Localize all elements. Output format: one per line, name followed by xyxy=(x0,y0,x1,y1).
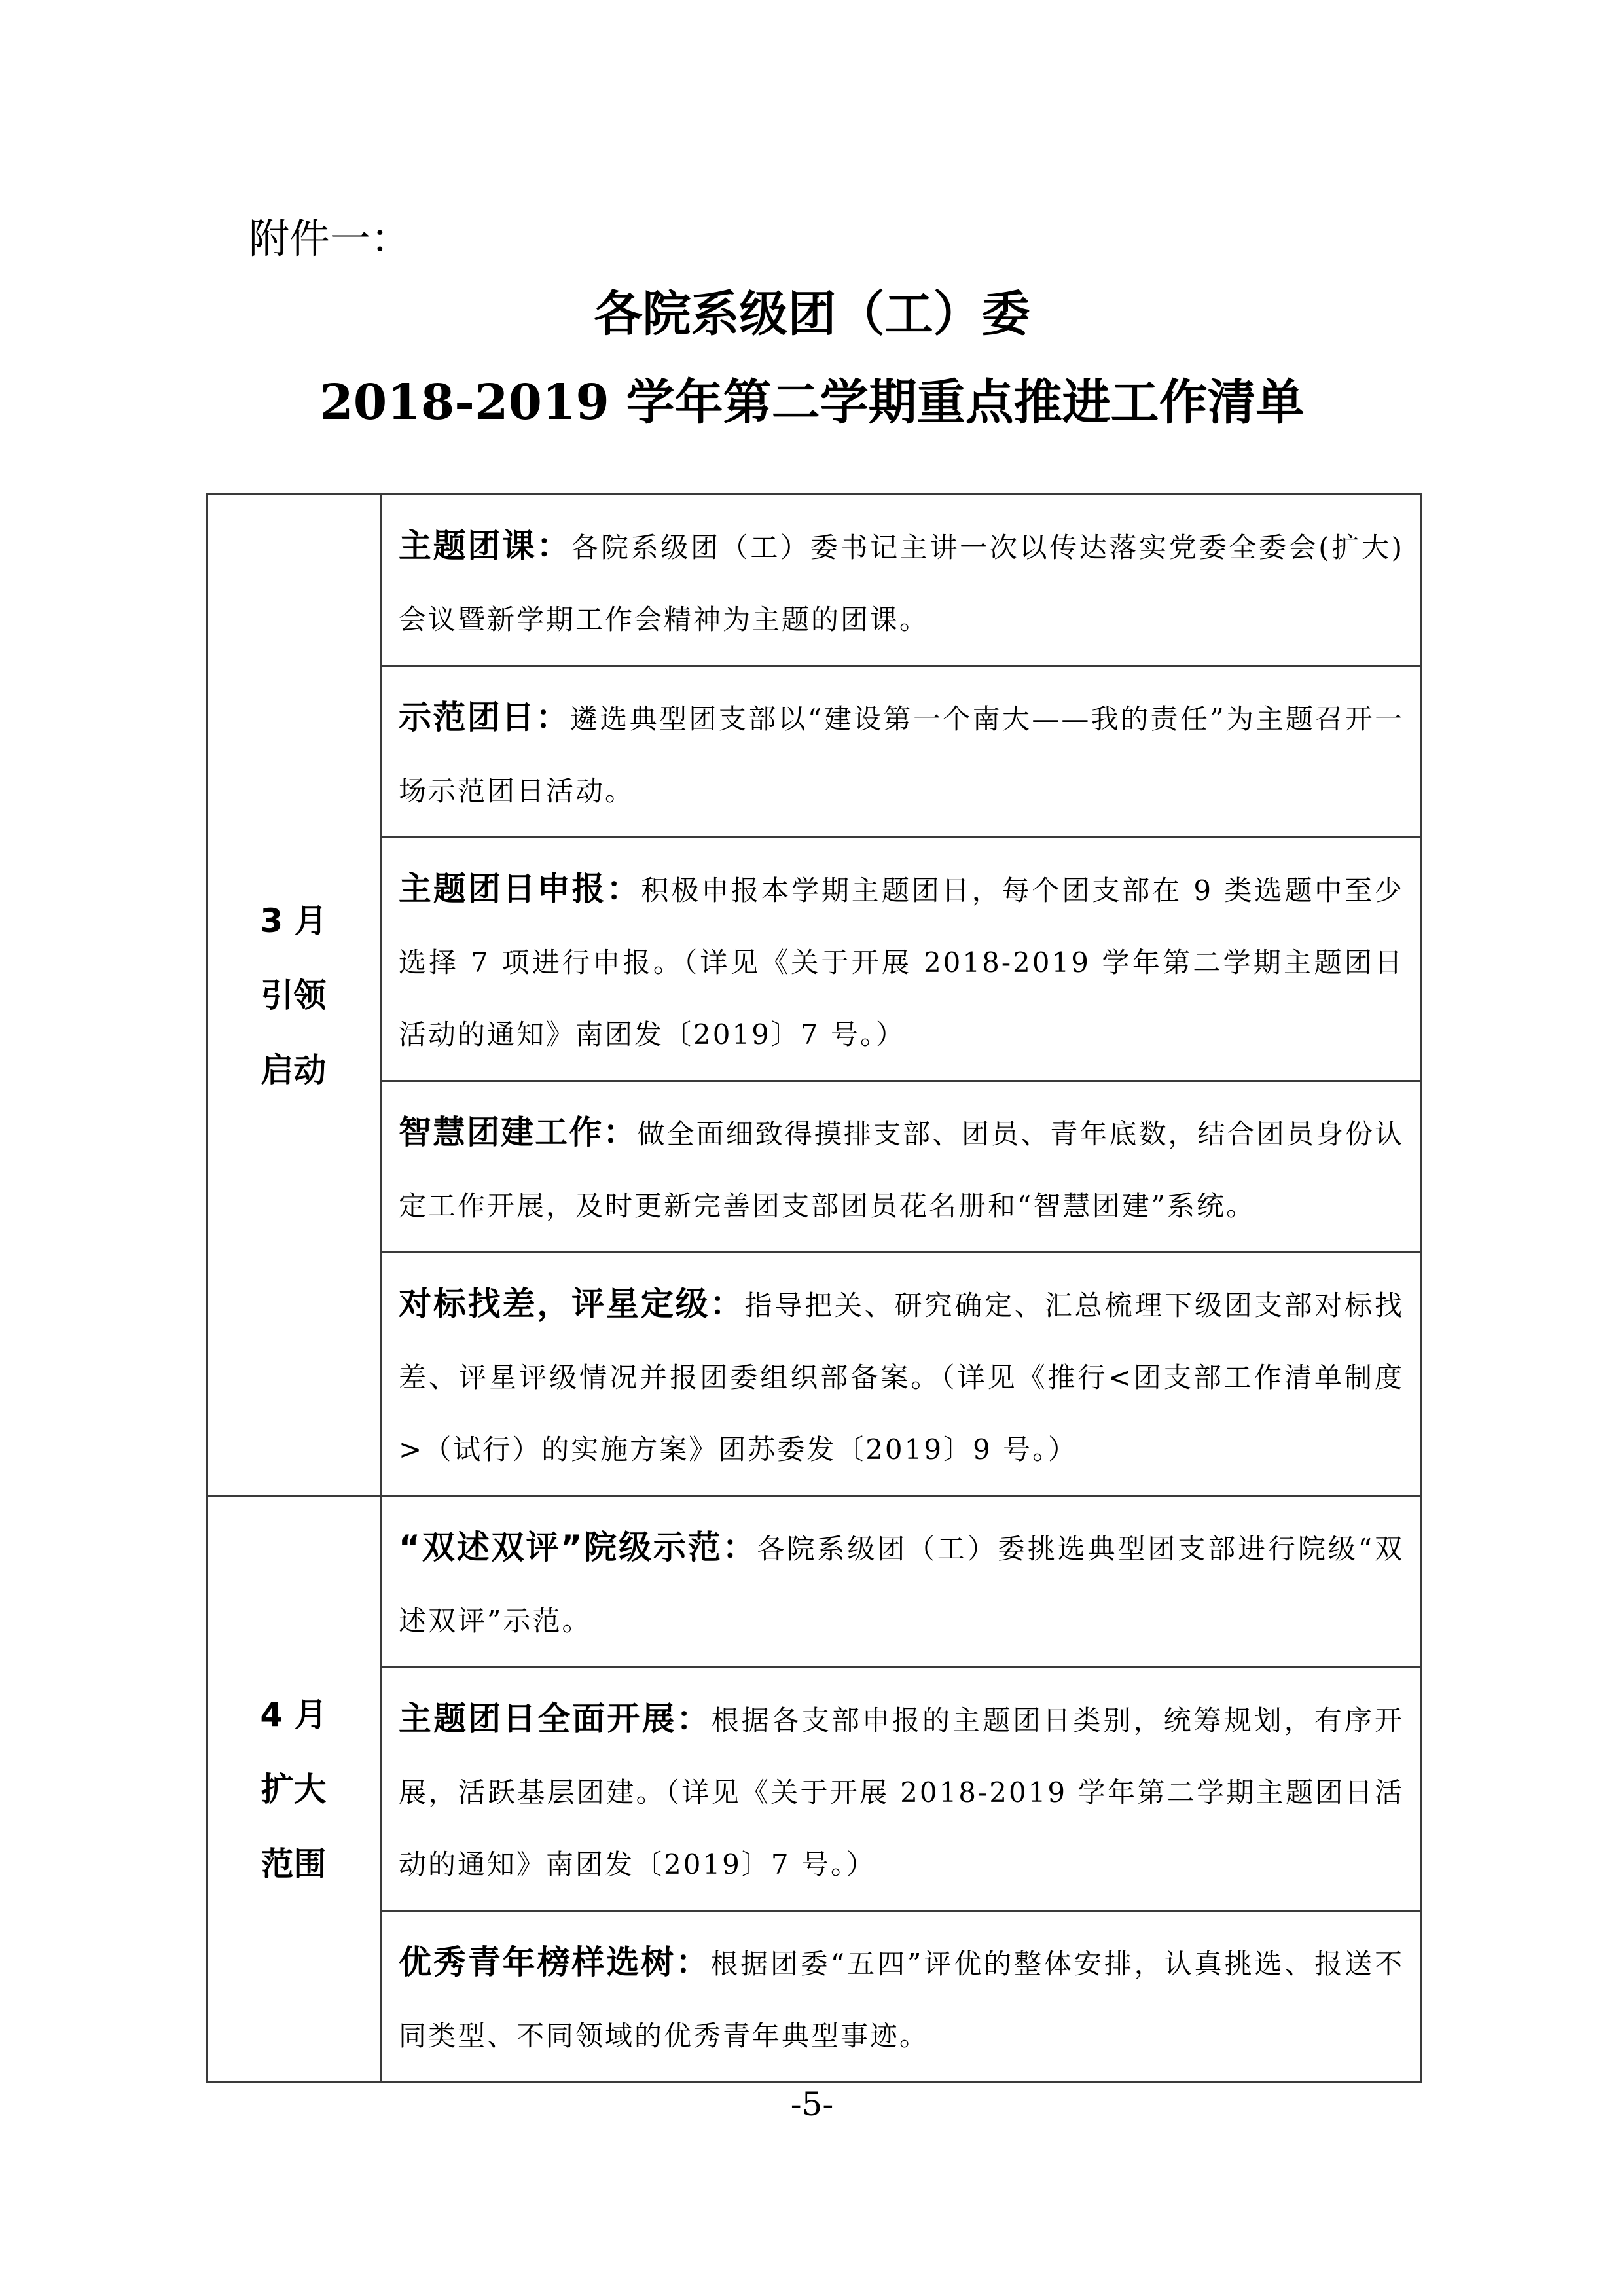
work-item-text: 遴选典型团支部以“建设第一个南大——我的责任”为主题召开一场示范团日活动。 xyxy=(399,703,1404,807)
work-item xyxy=(381,1081,1421,1253)
work-item-heading: 主题团日申报： xyxy=(399,870,641,908)
work-item-text: 各院系级团（工）委挑选典型团支部进行院级“双述双评”示范。 xyxy=(399,1533,1404,1637)
work-item xyxy=(381,1253,1421,1496)
table-row xyxy=(207,1253,1421,1496)
work-item-text: 指导把关、研究确定、汇总梳理下级团支部对标找差、评星评级情况并报团委组织部备案。（详见《推行<团支部工作清单制度>（试行）的实施方案》团苏委发〔2019〕9 号。） xyxy=(399,1289,1404,1465)
month-theme-line: 范围 xyxy=(261,1844,327,1883)
work-item-heading: 智慧团建工作： xyxy=(399,1113,638,1151)
month-cell-april xyxy=(207,1496,381,2083)
work-item-text: 积极申报本学期主题团日，每个团支部在 9 类选题中至少选择 7 项进行申报。（详见《关于开展 2018-2019 学年第二学期主题团日活动的通知》南团发〔2019〕7 号。） xyxy=(399,874,1404,1050)
document-title-line-2: 2018-2019 学年第二学期重点推进工作清单 xyxy=(319,374,1305,431)
work-item xyxy=(381,666,1421,838)
work-item-text: 根据团委“五四”评优的整体安排，认真挑选、报送不同类型、不同领域的优秀青年典型事迹。 xyxy=(399,1948,1404,2052)
work-item-text: 根据各支部申报的主题团日类别，统筹规划，有序开展，活跃基层团建。（详见《关于开展 2018-2019 学年第二学期主题团日活动的通知》南团发〔2019〕7 号。） xyxy=(399,1704,1404,1880)
work-item-heading: 主题团日全面开展： xyxy=(399,1700,712,1738)
month-label: 3 月 xyxy=(260,901,327,940)
work-item xyxy=(381,838,1421,1081)
work-item-text: 各院系级团（工）委书记主讲一次以传达落实党委全委会(扩大)会议暨新学期工作会精神为主题的团课。 xyxy=(399,531,1405,636)
work-item xyxy=(381,495,1421,666)
work-item-text: 做全面细致得摸排支部、团员、青年底数，结合团员身份认定工作开展，及时更新完善团支部团员花名册和“智慧团建”系统。 xyxy=(399,1118,1404,1222)
month-theme-line: 扩大 xyxy=(261,1770,327,1808)
table-row xyxy=(207,1668,1421,1911)
work-item-heading: 主题团课： xyxy=(399,527,571,565)
month-label: 4 月 xyxy=(260,1695,327,1734)
work-item xyxy=(381,1668,1421,1911)
month-theme-line: 引领 xyxy=(261,976,327,1014)
work-item-heading: “双述双评”院级示范： xyxy=(399,1528,757,1566)
page-number: -5- xyxy=(790,2085,834,2123)
table-row xyxy=(207,838,1421,1081)
work-item-heading: 对标找差，评星定级： xyxy=(399,1285,745,1323)
table-row xyxy=(207,666,1421,838)
attachment-label: 附件一： xyxy=(249,215,412,262)
table-row xyxy=(207,495,1421,666)
work-list-table xyxy=(206,493,1422,2083)
table-row xyxy=(207,1081,1421,1253)
document-title-line-1: 各院系级团（工）委 xyxy=(594,286,1030,342)
work-item xyxy=(381,1496,1421,1668)
work-item-heading: 示范团日： xyxy=(399,698,570,736)
month-theme-line: 启动 xyxy=(261,1050,327,1089)
work-item-heading: 优秀青年榜样选树： xyxy=(399,1943,711,1981)
table-row xyxy=(207,1911,1421,2083)
month-cell-march xyxy=(207,495,381,1496)
work-item xyxy=(381,1911,1421,2083)
table-row xyxy=(207,1496,1421,1668)
